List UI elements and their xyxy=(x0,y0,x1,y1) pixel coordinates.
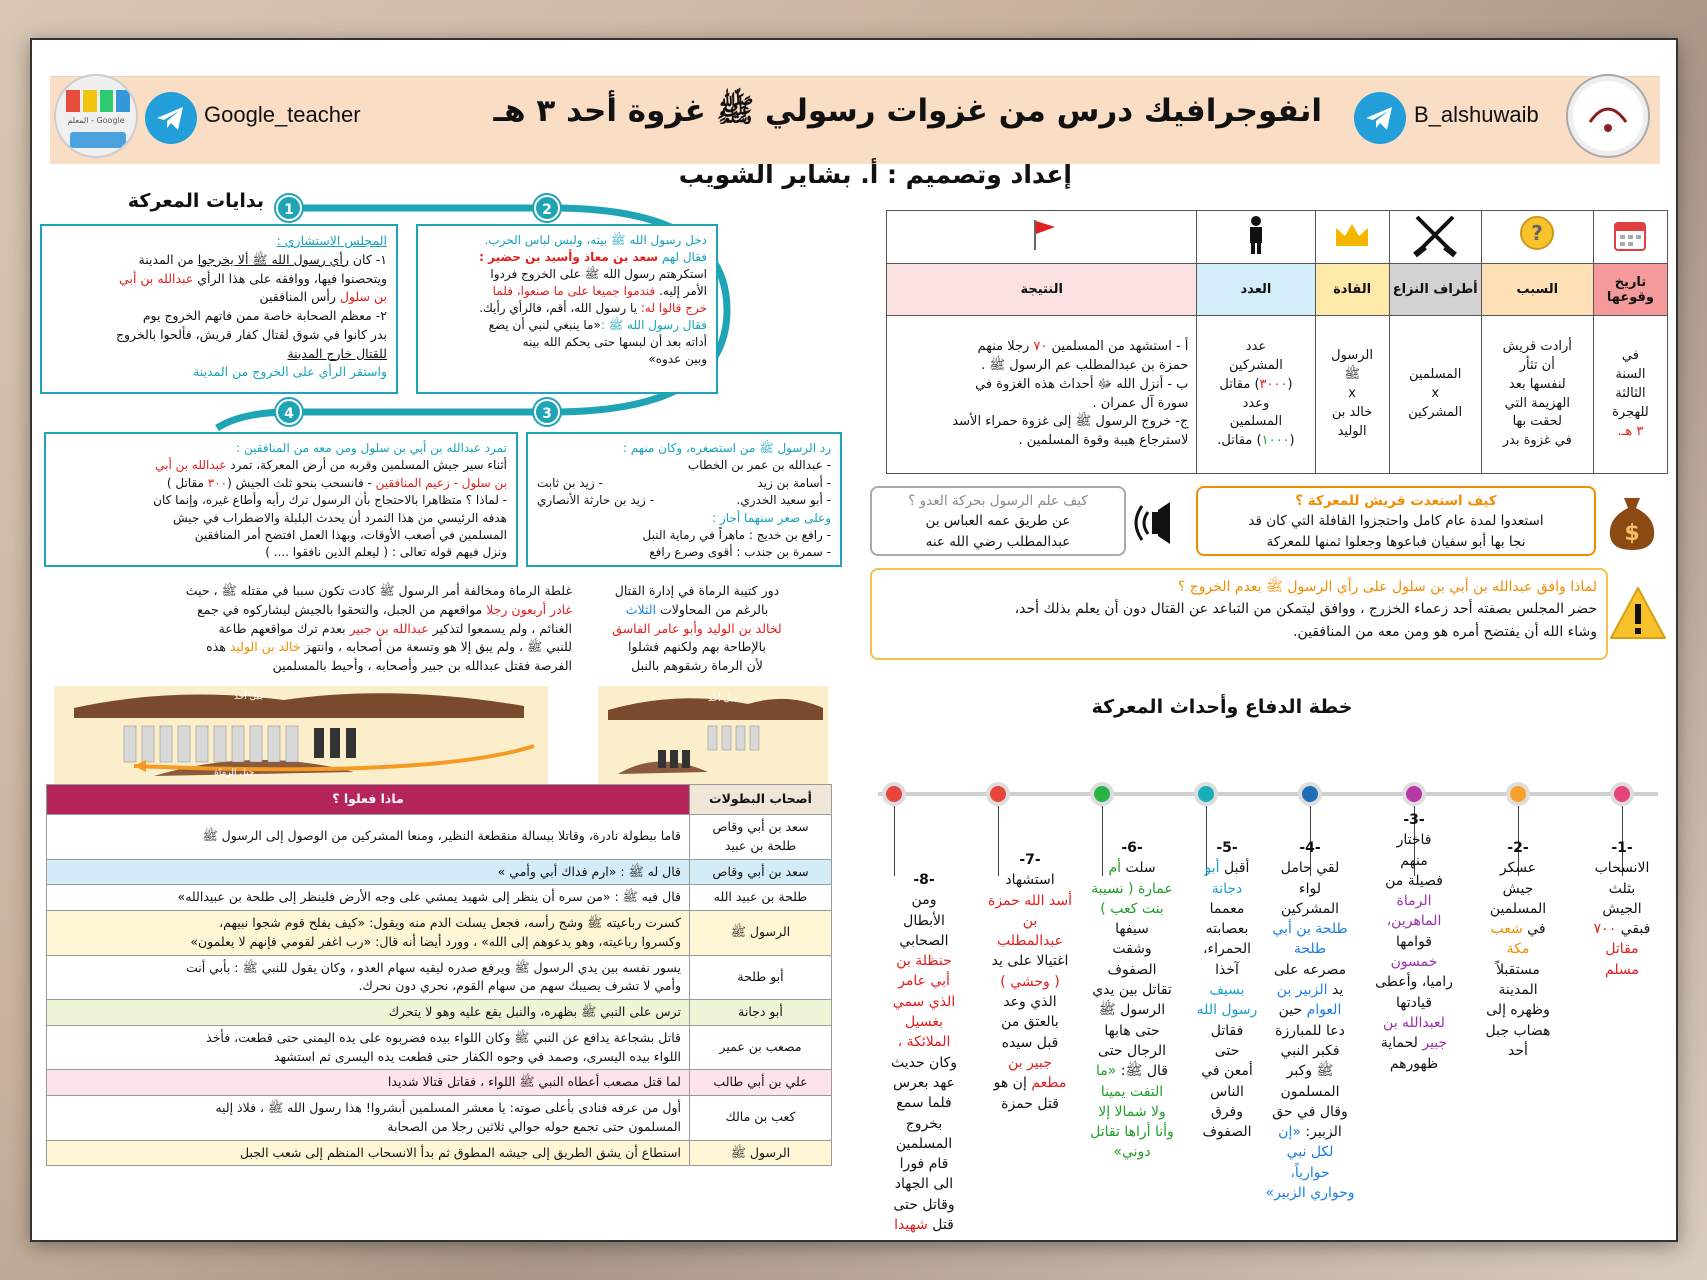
warning-icon xyxy=(1608,584,1668,642)
hero-deed: ترس على النبي ﷺ بظهره، والنبل يقع عليه وهو لا يتحرك xyxy=(47,1000,690,1026)
hero-deed: قاما ببطولة نادرة، وقاتلا ببسالة منقطعة النظير، ومنعا المشركين من الوصول إلى الرسول ﷺ xyxy=(47,815,690,860)
heroes-table xyxy=(46,784,832,1166)
hero-name: الرسول ﷺ xyxy=(690,911,832,956)
speaker-icon xyxy=(1130,498,1190,548)
step-badge-4: 4 xyxy=(276,399,302,425)
advisory-council-box: المجلس الاستشاري : ١- كان رأي رسول الله ﷺ ألا يخرجوا من المدينة ويتحصنوا فيها، ووافقه على هذا الرأي عبدالله بن أبي بن سلول رأس المنافقين ٢- معظم الصحابة خاصة ممن فاتهم الخروج يوم بدر كانوا في شوق لقتال كفار قريش، فألحوا بالخروج للقتال خارج المدينة واستقر الرأي على الخروج من المدينة xyxy=(40,224,398,394)
handle-right[interactable]: B_alshuwaib xyxy=(1414,102,1539,127)
header-reason: السبب xyxy=(1481,264,1593,316)
hero-name: مصعب بن عمير xyxy=(690,1025,832,1070)
author-logo xyxy=(1566,74,1650,158)
hero-deed: يسور نفسه بين يدي الرسول ﷺ ويرفع صدره ليقيه سهام العدو ، وكان يقول للنبي ﷺ : بأبي أنت وأمي لا تشرف يصيبك سهم من سهام القوم، نحري دون نحرك. xyxy=(47,955,690,1000)
timeline-event-6: -6- سلت أم عمارة ( نسيبة بنت كعب ) سيفها وشقت الصفوف تقاتل بين يدي الرسول ﷺ حتى هابها الرجال حتى قال ﷺ: «ما التفت يمينا ولا شمالا إلا وأنا أراها تقاتل دوني» xyxy=(1090,840,1174,1161)
hero-row xyxy=(47,815,832,860)
hero-row xyxy=(47,1070,832,1096)
hero-name: أبو طلحة xyxy=(690,955,832,1000)
step-badge-2: 2 xyxy=(534,195,560,221)
hero-deed: قاتل بشجاعة يدافع عن النبي ﷺ وكان اللواء بيده فضربوه على يده اليمنى حتى قطعت، فأخذ اللواء بيده اليسرى، وصمد في وجوه الكفار حتى قطعت يده اليسرى ثم استشهد xyxy=(47,1025,690,1070)
hypocrites-revolt-box: تمرد عبدالله بن أبي بن سلول ومن معه من المنافقين : أثناء سير جيش المسلمين وقربه من أرض المعركة، تمرد عبدالله بن أبي بن سلول - زعيم المنافقين - فانسحب بنحو ثلث الجيش (٣٠٠ مقاتل ) - لماذا ؟ متظاهرا بالاحتجاج بأن الرسول ترك رأيه وأطاع غيره، وإنما كان هدفه الرئيسي من هذا التمرد أن يحدث البلبلة والاضطراب في جيش المسلمين في أصعب الأوقات، وبهذا العمل افتضح أمر المنافقين ونزل فيهم قوله تعالى : ( ليعلم الذين نافقوا .... ) xyxy=(44,432,518,567)
timeline-event-1: -1- الانسحاب بثلث الجيش فبقي ٧٠٠ مقاتل مسلم xyxy=(1593,840,1651,978)
sides-cell: المسلمين x المشركين xyxy=(1389,316,1481,474)
flag-icon xyxy=(887,211,1197,264)
timeline-event-2: -2- عسكر جيش المسلمين في شعب مكة مستقبلاً المدينة وظهره إلى هضاب جبل أحد xyxy=(1485,840,1551,1059)
hero-name: طلحة بن عبيد الله xyxy=(690,885,832,911)
money-bag-icon xyxy=(1604,492,1660,552)
hero-row xyxy=(47,1140,832,1166)
timeline-stem-8 xyxy=(894,806,895,876)
header-leaders: القادة xyxy=(1315,264,1389,316)
timeline-event-4: -4- لقي حامل لواء المشركين طلحة بن أبي طلحة مصرعه على يد الزبير بن العوام حين دعا للمبارزة فكبر النبي ﷺ وكبر المسلمون وقال في حق الزبير: «إن لكل نبي حوارياً، وحواري الزبير» xyxy=(1265,840,1355,1202)
hero-deed: أول من عرفه فنادى بأعلى صوته: يا معشر المسلمين أبشروا! هذا رسول الله ﷺ ، فلاذ إليه المسلمون حتى تجمع حوله حوالي ثلاثين رجلا من الصحابة xyxy=(47,1096,690,1141)
beginnings-heading: بدايات المعركة xyxy=(127,190,264,212)
handle-left[interactable]: Google_teacher xyxy=(204,102,361,127)
battle-map-small: جبل أحد xyxy=(598,686,828,786)
hero-deed: قال فيه ﷺ : «من سره أن ينظر إلى شهيد يمشي على وجه الأرض فلينظر إلى طلحة بن عبيدالله» xyxy=(47,885,690,911)
swords-icon xyxy=(1389,211,1481,264)
timeline-node-8 xyxy=(882,782,906,806)
hero-row xyxy=(47,1025,832,1070)
svg-text:?: ? xyxy=(1531,221,1544,245)
archers-role-text: دور كتيبة الرماة في إدارة القتال بالرغم من المحاولات الثلاث لخالد بن الوليد وأبو عامر الفاسق بالإطاحة بهم ولكنهم فشلوا لأن الرماة رشقوهم بالنبل xyxy=(612,583,782,673)
hero-name: كعب بن مالك xyxy=(690,1096,832,1141)
infographic-card xyxy=(30,38,1678,1242)
timeline-event-8: -8- ومن الأبطال الصحابي حنظلة بن أبي عامر الذي سمي بغسيل الملائكة ، وكان حديث عهد بعرس فلما سمع بخروج المسلمين قام فورا الى الجهاد وقاتل حتى قتل شهيدا xyxy=(890,872,958,1234)
reason-cell: أرادت قريش أن تثأر لنفسها بعد الهزيمة التي لحقت بها في غزوة بدر xyxy=(1481,316,1593,474)
telegram-icon[interactable] xyxy=(1354,92,1406,144)
hero-deed: قال له ﷺ : «ارم فداك أبي وأمي » xyxy=(47,859,690,885)
abdullah-agreement-box: لماذا وافق عبدالله بن أبي بن سلول على رأي الرسول ﷺ بعدم الخروج ؟ حضر المجلس بصفته أحد زعماء الخزرج ، ووافق ليتمكن من التباعد عن القتال دون أن يعلم بذلك أحد، وشاء الله أن يفتضح أمره هو ومن معه من المنافقين. xyxy=(870,568,1608,660)
timeline-title: خطة الدفاع وأحداث المعركة xyxy=(1091,696,1353,718)
date-cell: في السنة الثالثة للهجرة ٣ هـ. xyxy=(1593,316,1667,474)
timeline-event-7: -7- استشهاد أسد الله حمزة بن عبدالمطلب اغتيالا على يد ( وحشي ) الذي وعد بالعتق من قبل سيده جبير بن مطعم إن هو قتل حمزة xyxy=(988,852,1072,1112)
hero-row xyxy=(47,859,832,885)
timeline-node-3 xyxy=(1402,782,1426,806)
timeline-node-5 xyxy=(1194,782,1218,806)
hero-name: سعد بن أبي وقاص طلحة بن عبيد xyxy=(690,815,832,860)
count-cell: عدد المشركين (٣٠٠٠) مقاتل وعدد المسلمين (١٠٠٠) مقاتل. xyxy=(1197,316,1315,474)
leaders-cell: الرسول ﷺ x خالد بن الوليد xyxy=(1315,316,1389,474)
hero-deed: كسرت رباعيته ﷺ وشج رأسه، فجعل يسلت الدم منه ويقول: «كيف يفلح قوم شجوا نبيهم، وكسروا رباعيته، وهو يدعوهم إلى الله» ، وورد أيضا أنه قال: «رب اغفر لقومي فإنهم لا يعلمون» xyxy=(47,911,690,956)
person-icon xyxy=(1197,211,1315,264)
step-badge-3: 3 xyxy=(534,399,560,425)
prophet-dons-armor-box: دخل رسول الله ﷺ بيته، ولبس لباس الحرب. فقال لهم سعد بن معاذ وأسيد بن حضير : استكرهتم رسول الله ﷺ على الخروج فردوا الأمر إليه. فندموا جميعا على ما صنعوا، فلما خرج قالوا له: يا رسول الله، أقم، فالرأي رأيك. فقال رسول الله ﷺ :«ما ينبغي لنبي أن يضع أداته بعد أن لبسها حتى يحكم الله بينه وبين عدوه» xyxy=(416,224,718,394)
step-badge-1: 1 xyxy=(276,195,302,221)
hero-row xyxy=(47,885,832,911)
author-credit: إعداد وتصميم : أ. بشاير الشويب xyxy=(678,160,1072,189)
facts-table xyxy=(886,210,1668,474)
header-result: النتيجة xyxy=(887,264,1197,316)
hero-name: أبو دجانة xyxy=(690,1000,832,1026)
quraysh-preparation-box: كيف استعدت قريش للمعركة ؟ استعدوا لمدة عام كامل واحتجزوا القافلة التي كان قد نجا بها أبو سفيان فباعوها وجعلوا ثمنها للمعركة xyxy=(1196,486,1596,556)
svg-text:$: $ xyxy=(1624,521,1640,546)
hero-row xyxy=(47,1096,832,1141)
timeline-node-4 xyxy=(1298,782,1322,806)
heroes-header-what: ماذا فعلوا ؟ xyxy=(47,785,690,815)
hero-row xyxy=(47,1000,832,1026)
heroes-header-name: أصحاب البطولات xyxy=(690,785,832,815)
question-icon xyxy=(1481,211,1593,264)
timeline-node-2 xyxy=(1506,782,1530,806)
hero-name: الرسول ﷺ xyxy=(690,1140,832,1166)
teacher-logo: المعلم - Google xyxy=(54,74,138,158)
enemy-intel-box: كيف علم الرسول بحركة العدو ؟ عن طريق عمه العباس بن عبدالمطلب رضي الله عنه xyxy=(870,486,1126,556)
hero-name: سعد بن أبي وقاص xyxy=(690,859,832,885)
page-title: انفوجرافيك درس من غزوات رسولي ﷺ غزوة أحد ٣ هـ xyxy=(493,93,1322,129)
young-companions-box: رد الرسول ﷺ من استصغره، وكان منهم : - عبدالله بن عمر بن الخطاب - أسامة بن زيد - زيد بن ثابت - أبو سعيد الخدري. - زيد بن حارثة الأنصاري وعلى صغر سنهما أجاز : - رافع بن خديج : ماهراً في رماية النبل - سمرة بن جندب : أقوى وصرع رافع xyxy=(526,432,842,567)
hero-name: علي بن أبي طالب xyxy=(690,1070,832,1096)
header-count: العدد xyxy=(1197,264,1315,316)
timeline-event-3: -3- فاختار منهم فصيلة من الرماة الماهرين، قوامها خمسون راميا، وأعطى قيادتها لعبدالله بن جبير لحماية ظهورهم xyxy=(1375,812,1453,1072)
crown-icon xyxy=(1315,211,1389,264)
timeline-node-7 xyxy=(986,782,1010,806)
archers-mistake-text: غلطة الرماة ومخالفة أمر الرسول ﷺ كادت تكون سببا في مقتله ﷺ ، حيث غادر أربعون رجلا مواقعهم من الجبل، والتحقوا بالجيش ليشاركوه في جمع الغنائم ، ولم يسمعوا لتذكير عبدالله بن جبير بعدم ترك مواقعهم طاعة للنبي ﷺ ، ولم يبق إلا هو وتسعة من أصحابه ، وانتهز خالد بن الوليد هذه الفرصة فقتل عبدالله بن جبير وأصحابه ، وأحيط بالمسلمين xyxy=(185,583,572,673)
hero-deed: استطاع أن يشق الطريق إلى جيشه المطوق ثم بدأ الانسحاب المنظم إلى شعب الجبل xyxy=(47,1140,690,1166)
hero-deed: لما قتل مصعب أعطاه النبي ﷺ اللواء ، فقاتل قتالا شديدا xyxy=(47,1070,690,1096)
timeline-event-5: -5- أقبل أبو دجانة معمما بعصابته الحمراء، آخذا بسيف رسول الله فقاتل حتى أمعن في الناس وفرق الصفوف xyxy=(1196,840,1258,1141)
timeline-node-1 xyxy=(1610,782,1634,806)
result-cell: أ - استشهد من المسلمين ٧٠ رجلا منهم حمزة بن عبدالمطلب عم الرسول ﷺ . ب - أنزل الله ﷻ أحداث هذه الغزوة في سورة آل عمران . ج- خروج الرسول ﷺ إلى غزوة حمراء الأسد لاسترجاع هيبة وقوة المسلمين . xyxy=(887,316,1197,474)
timeline-node-6 xyxy=(1090,782,1114,806)
hero-row xyxy=(47,911,832,956)
battle-map-wide: جبل أحد جبل الرماة xyxy=(54,686,548,786)
hero-row xyxy=(47,955,832,1000)
header-sides: أطراف النزاع xyxy=(1389,264,1481,316)
calendar-icon xyxy=(1593,211,1667,264)
header-date: تاريخ وقوعها xyxy=(1593,264,1667,316)
